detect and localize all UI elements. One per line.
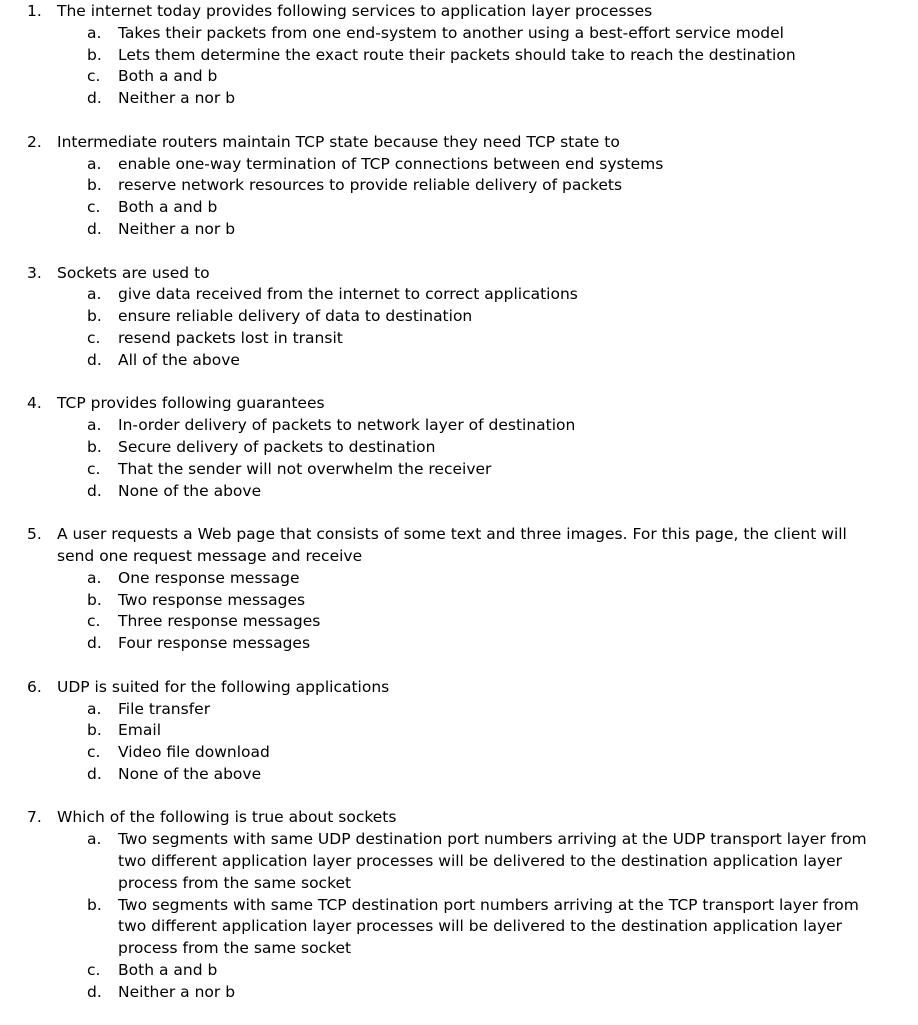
option-letter: d. <box>87 350 102 369</box>
question-number: 5. <box>27 525 42 544</box>
option-text: Video file download <box>118 743 270 762</box>
question-7 <box>0 807 918 1003</box>
option-letter: d. <box>87 634 102 653</box>
option-text: Email <box>118 721 162 740</box>
question-2 <box>0 132 918 241</box>
option-text: Both a and b <box>118 198 218 217</box>
option-letter: d. <box>87 89 102 108</box>
option-d <box>0 982 918 1004</box>
option-b <box>0 306 918 328</box>
option-text: Four response messages <box>118 634 311 653</box>
question-number: 1. <box>27 2 42 20</box>
question-text: TCP provides following guarantees <box>57 394 325 413</box>
option-text: Two segments with same UDP destination port numbers arriving at the UDP transport layer from two different application layer processes will be delivered to the destination application layer process from the same socket <box>118 830 867 892</box>
question-number: 3. <box>27 263 42 282</box>
option-letter: b. <box>87 307 102 326</box>
option-d <box>0 350 918 372</box>
question-4 <box>0 393 918 502</box>
option-letter: b. <box>87 45 102 64</box>
option-text: Neither a nor b <box>118 219 236 238</box>
option-text: None of the above <box>118 764 262 783</box>
option-b <box>0 720 918 742</box>
option-text: ensure reliable delivery of data to destination <box>118 307 473 326</box>
option-letter: c. <box>87 459 101 478</box>
option-c <box>0 197 918 219</box>
option-d <box>0 88 918 110</box>
question-5 <box>0 524 918 655</box>
option-text: reserve network resources to provide reliable delivery of packets <box>118 176 623 195</box>
option-b <box>0 437 918 459</box>
question-stem <box>0 807 918 829</box>
option-text: resend packets lost in transit <box>118 328 343 347</box>
option-text: Three response messages <box>118 612 321 631</box>
option-letter: d. <box>87 982 102 1001</box>
option-letter: a. <box>87 416 102 435</box>
option-a <box>0 23 918 45</box>
question-text: The internet today provides following services to application layer processes <box>57 2 653 20</box>
option-a <box>0 699 918 721</box>
option-b <box>0 175 918 197</box>
option-text: One response message <box>118 568 300 587</box>
option-d <box>0 219 918 241</box>
question-text: Intermediate routers maintain TCP state because they need TCP state to <box>57 132 620 151</box>
question-stem <box>0 677 918 699</box>
option-text: File transfer <box>118 699 211 718</box>
option-text: Two response messages <box>118 590 306 609</box>
option-a <box>0 284 918 306</box>
option-text: Neither a nor b <box>118 982 236 1001</box>
option-c <box>0 960 918 982</box>
option-letter: c. <box>87 198 101 217</box>
question-3 <box>0 263 918 372</box>
option-letter: b. <box>87 176 102 195</box>
option-text: In-order delivery of packets to network layer of destination <box>118 416 576 435</box>
option-text: Two segments with same TCP destination port numbers arriving at the TCP transport layer from two different application layer processes will be delivered to the destination application layer process from the same socket <box>118 895 859 958</box>
question-6 <box>0 677 918 786</box>
question-stem <box>0 132 918 154</box>
option-b <box>0 45 918 67</box>
option-text: Lets them determine the exact route their packets should take to reach the destination <box>118 45 796 64</box>
option-a <box>0 568 918 590</box>
option-c <box>0 328 918 350</box>
quiz-document <box>0 1 918 1025</box>
option-letter: c. <box>87 328 101 347</box>
option-text: Neither a nor b <box>118 89 236 108</box>
option-c <box>0 66 918 88</box>
option-text: All of the above <box>118 350 240 369</box>
option-letter: b. <box>87 721 102 740</box>
option-a <box>0 154 918 176</box>
question-text: Which of the following is true about sockets <box>57 808 397 827</box>
option-text: enable one-way termination of TCP connections between end systems <box>118 154 664 173</box>
option-letter: a. <box>87 830 102 849</box>
option-b <box>0 590 918 612</box>
question-stem <box>0 263 918 285</box>
option-letter: d. <box>87 764 102 783</box>
question-number: 6. <box>27 677 42 696</box>
option-letter: c. <box>87 67 101 86</box>
option-text: give data received from the internet to correct applications <box>118 285 578 304</box>
option-b <box>0 895 918 960</box>
question-number: 7. <box>27 808 42 827</box>
question-number: 2. <box>27 132 42 151</box>
option-a <box>0 829 918 894</box>
option-c <box>0 611 918 633</box>
question-text: UDP is suited for the following applications <box>57 677 390 696</box>
question-1 <box>0 1 918 110</box>
option-text: Secure delivery of packets to destination <box>118 437 436 456</box>
option-letter: c. <box>87 743 101 762</box>
option-text: Both a and b <box>118 67 218 86</box>
option-text: Both a and b <box>118 961 218 980</box>
question-number: 4. <box>27 394 42 413</box>
option-text: None of the above <box>118 481 262 500</box>
option-letter: c. <box>87 961 101 980</box>
option-d <box>0 764 918 786</box>
option-c <box>0 742 918 764</box>
option-letter: a. <box>87 23 102 42</box>
option-letter: a. <box>87 154 102 173</box>
option-letter: b. <box>87 590 102 609</box>
question-text: A user requests a Web page that consists of some text and three images. For this page, the client will send one request message and receive <box>57 525 847 565</box>
option-letter: a. <box>87 568 102 587</box>
question-stem <box>0 1 918 23</box>
option-letter: b. <box>87 895 102 914</box>
option-d <box>0 633 918 655</box>
option-a <box>0 415 918 437</box>
option-letter: b. <box>87 437 102 456</box>
option-letter: d. <box>87 219 102 238</box>
question-text: Sockets are used to <box>57 263 210 282</box>
option-letter: a. <box>87 699 102 718</box>
option-letter: d. <box>87 481 102 500</box>
option-letter: a. <box>87 285 102 304</box>
option-letter: c. <box>87 612 101 631</box>
question-stem <box>0 524 918 568</box>
option-text: Takes their packets from one end-system to another using a best-effort service model <box>118 23 784 42</box>
option-c <box>0 459 918 481</box>
option-text: That the sender will not overwhelm the receiver <box>118 459 492 478</box>
question-stem <box>0 393 918 415</box>
option-d <box>0 481 918 503</box>
